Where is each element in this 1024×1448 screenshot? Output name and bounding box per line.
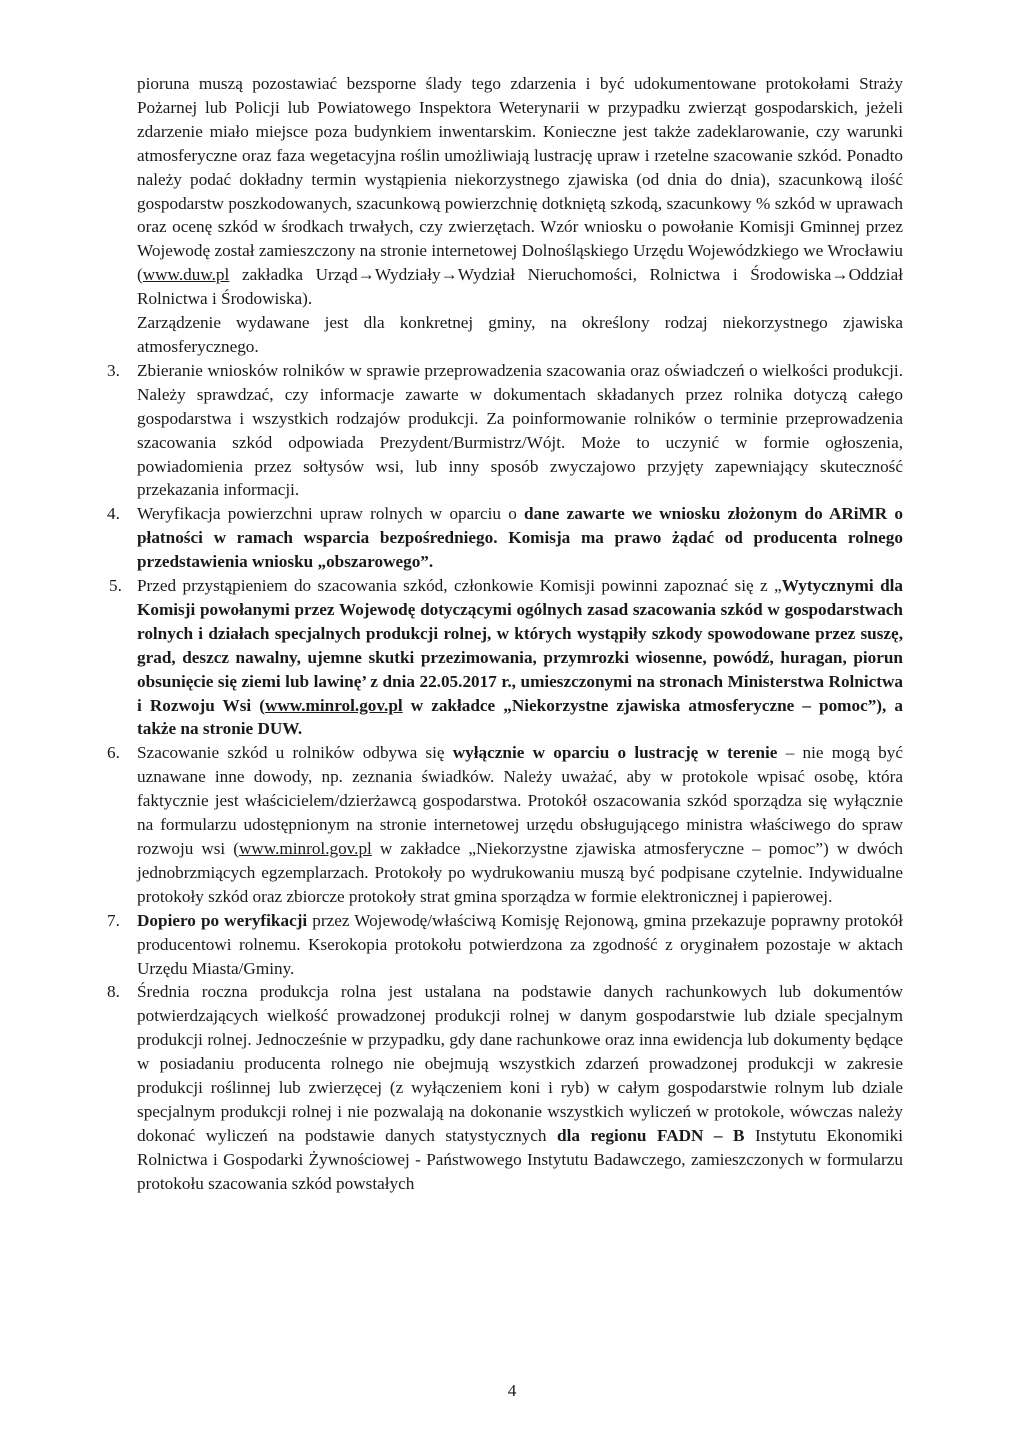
text-run: w zakładce „Niekorzystne zjawiska atmosferyczne – pomoc”) w dwóch jednobrzmiących egzemplarzach. Protokoły po wydrukowaniu muszą być podpisane czytelnie. Indywidualne protokoły szkód oraz zbiorcze protokoły strat gmina sporządza w formie elektronicznej i papierowej.: [137, 839, 904, 906]
text-run: zakładka Urząd→Wydziały→Wydział Nieruchomości, Rolnictwa i Środowiska→Oddział Rolnictwa i Środowiska).: [137, 265, 903, 309]
list-number: 4.: [107, 504, 120, 524]
list-number: 5.: [109, 576, 122, 596]
list-number: 6.: [107, 743, 120, 763]
text-run: Przed przystąpieniem do szacowania szkód, członkowie Komisji powinni zapoznać się z „: [137, 576, 782, 596]
list-item-text: [137, 574, 903, 741]
text-run: pioruna muszą pozostawiać bezsporne ślady tego zdarzenia i być udokumentowane protokołami Straży Pożarnej lub Policji lub Powiatowego Inspektora Weterynarii w przypadku zwierząt gospodarskich, jeżeli zdarzenie miało miejsce poza budynkiem inwentarskim. Konieczne jest także zadeklarowanie, czy warunki atmosferyczne oraz faza wegetacyjna roślin umożliwiają lustrację upraw i rzetelne szacowanie szkód. Ponadto należy podać dokładny termin wystąpienia niekorzystnego zjawiska (od dnia do dnia), szacunkową ilość gospodarstw poszkodowanych, szacunkową powierzchnię dotkniętą szkodą, szacunkowy % szkód w uprawach oraz ocenę szkód w środkach trwałych, czy zwierzętach. Wzór wniosku o powołanie Komisji Gminnej przez Wojewodę został zamieszczony na stronie internetowej Dolnośląskiego Urzędu Wojewódzkiego we Wrocławiu (: [137, 74, 903, 285]
list-item-7: [107, 909, 904, 981]
text-run: – nie mogą być uznawane inne dowody, np. zeznania świadków. Należy uważać, aby w protokole wpisać osobę, która faktycznie jest właścicielem/dzierżawcą gospodarstwa. Protokół oszacowania szkód sporządza się wyłącznie na formularzu udostępnionym na stronie internetowej urzędu obsługującego ministra właściwego do spraw rozwoju wsi (: [137, 743, 903, 858]
text-run: Zarządzenie wydawane jest dla konkretnej gminy, na określony rodzaj niekorzystnego zjawiska atmosferycznego.: [137, 313, 903, 356]
list-item-text: [137, 502, 903, 574]
page-number: 4: [507, 1381, 517, 1400]
bold-text: Wytycznymi dla Komisji powołanymi przez Wojewodę dotyczącymi ogólnych zasad szacowania szkód w gospodarstwach rolnych i działach specjalnych produkcji rolnej, w których wystąpiły szkody spowodowane przez suszę, grad, deszcz nawalny, ujemne skutki przezimowania, przymrozki wiosenne, powódź, huragan, piorun obsunięcie się ziemi lub lawinę’ z dnia 22.05.2017 r., umieszczonymi na stronach Ministerstwa Rolnictwa i Rozwoju Wsi (: [137, 576, 903, 715]
web-link[interactable]: www.minrol.gov.pl: [238, 839, 372, 858]
bold-text: dla regionu FADN – B: [557, 1125, 745, 1145]
list-item-text: [137, 741, 903, 908]
bold-text: Dopiero po weryfikacji: [137, 910, 308, 930]
list-item-4: [107, 502, 903, 574]
list-number: 3.: [107, 360, 120, 380]
bold-text: w zakładce „Niekorzystne zjawiska atmosferyczne – pomoc”), a także na stronie DUW.: [137, 695, 903, 739]
list-number: 8.: [107, 982, 120, 1002]
text-run: Średnia roczna produkcja rolna jest ustalana na podstawie danych rachunkowych lub dokumentów potwierdzających wielkość prowadzonej produkcji rolnej w danym gospodarstwie lub dziale specjalnym produkcji rolnej. Jednocześnie w przypadku, gdy dane rachunkowe oraz inna ewidencja lub dokumenty będące w posiadaniu producenta rolnego nie obejmują wszystkich zdarzeń prowadzonej produkcji w zakresie produkcji roślinnej lub zwierzęcej (z wyłączeniem koni i ryb) w całym gospodarstwie rolnym lub dziale specjalnym produkcji rolnej i nie pozwalają na dokonanie wszystkich wyliczeń w protokole, wówczas należy dokonać wyliczeń na podstawie danych statystycznych: [137, 982, 903, 1145]
document-body: [107, 72, 904, 1196]
text-run: przez Wojewodę/właściwą Komisję Rejonową, gmina przekazuje poprawny protokół producentowi rolnemu. Kserokopia protokołu potwierdzona za zgodność z oryginałem pozostaje w aktach Urzędu Miasta/Gminy.: [137, 910, 904, 978]
text-run: Zbieranie wniosków rolników w sprawie przeprowadzenia szacowania oraz oświadczeń o wielkości produkcji. Należy sprawdzać, czy informacje zawarte w dokumentach składanych przez rolnika dotyczą całego gospodarstwa i wszystkich rodzajów produkcji. Za poinformowanie rolników o terminie przeprowadzenia szacowania szkód odpowiada Prezydent/Burmistrz/Wójt. Może to uczynić w formie ogłoszenia, powiadomienia przez sołtysów wsi, lub inny sposób zwyczajowo przyjęty zapewniający skuteczność przekazania informacji.: [137, 360, 903, 500]
text-run: Szacowanie szkód u rolników odbywa się: [137, 743, 453, 763]
list-item-text: [137, 980, 903, 1195]
web-link[interactable]: www.duw.pl: [142, 265, 230, 285]
list-item-text: [137, 359, 903, 502]
bold-text: wyłącznie w oparciu o lustrację w terenie: [452, 743, 778, 763]
text-run: Weryfikacja powierzchni upraw rolnych w oparciu o: [137, 504, 525, 524]
text-run: Instytutu Ekonomiki Rolnictwa i Gospodarki Żywnościowej - Państwowego Instytutu Badawczego, zamieszczonych w formularzu protokołu szacowania szkód powstałych: [137, 1125, 904, 1193]
list-item-6: [107, 741, 904, 908]
list-item-3: [107, 359, 903, 502]
list-item-8: [107, 980, 904, 1195]
intro-paragraph: [137, 72, 903, 311]
list-number: 7.: [107, 910, 120, 930]
web-link[interactable]: www.minrol.gov.pl: [264, 695, 403, 715]
list-item-text: [137, 909, 903, 981]
bold-text: [265, 696, 403, 715]
bold-text: dane zawarte we wniosku złożonym do ARiMR o płatności w ramach wsparcia bezpośredniego. Komisja ma prawo żądać od producenta rolnego przedstawienia wniosku „obszarowego”.: [137, 504, 903, 572]
ordinance-note: [137, 311, 903, 359]
list-item-5: [109, 574, 903, 741]
